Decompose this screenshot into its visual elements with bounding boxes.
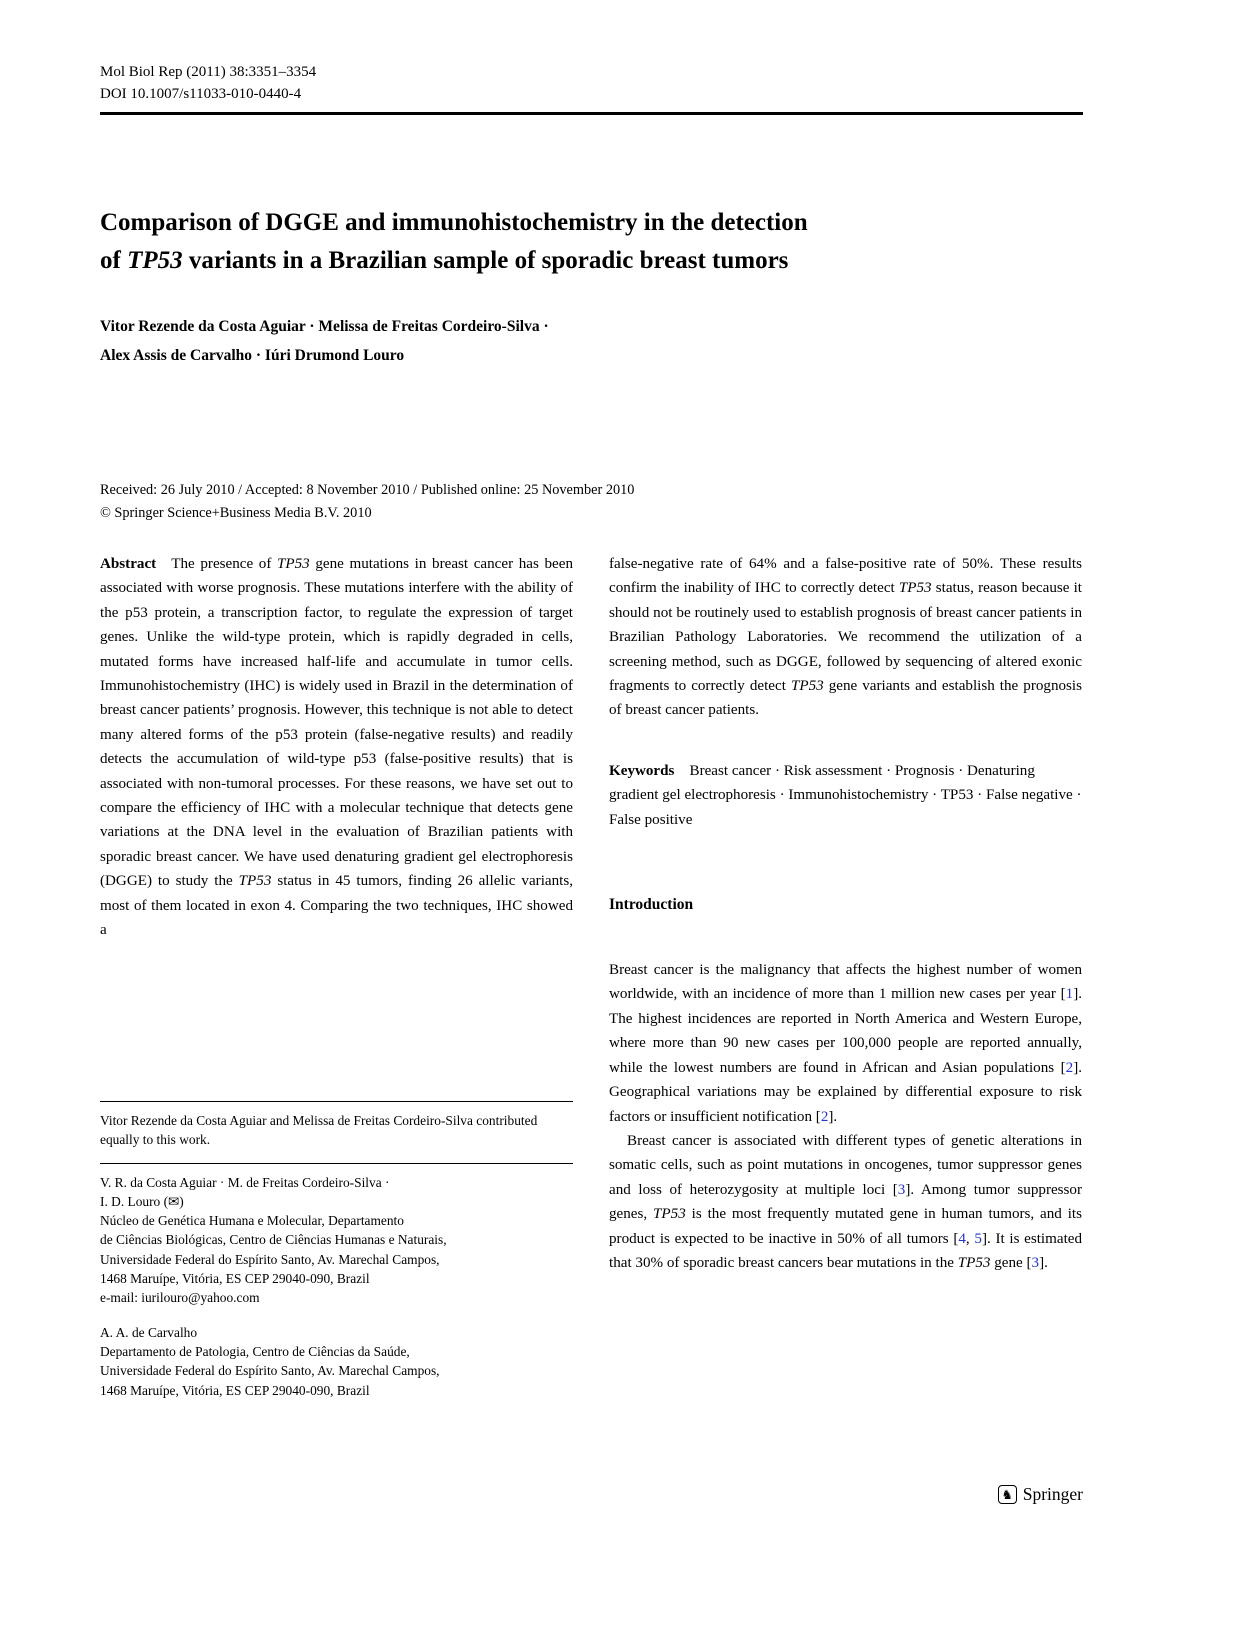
abstract-continuation: false-negative rate of 64% and a false-positive rate of 50%. These results confirm the inability of IHC to correctly detect TP53 status, reason because it should not be routinely used to establish prognosis of breast cancer patients in Brazilian Pathology Laboratories. We recommend the utilization of a screening method, such as DGGE, followed by sequencing of altered exonic fragments to correctly detect TP53 gene variants and establish the prognosis of breast cancer patients. [609,556,1083,719]
footnote-rule-mid [100,1163,573,1164]
intro-paragraph-2: Breast cancer is associated with different types of genetic alterations in somatic cells, such as point mutations in oncogenes, tumor suppressor genes and loss of heterozygosity at multiple loci [3]. Among tumor suppressor genes, TP53 is the most frequently mutated gene in human tumors, and its product is expected to be inactive in 50% of all tumors [4, 5]. It is estimated that 30% of sporadic breast cancers bear mutations in the TP53 gene [3]. [609,1132,1083,1271]
authors: Vitor Rezende da Costa Aguiar · Melissa de Freitas Cordeiro-Silva · Alex Assis de Carvalho · Iúri Drumond Louro [100,318,549,364]
article-title: Comparison of DGGE and immunohistochemistry in the detection of TP53 variants in a Brazilian sample of sporadic breast tumors [100,209,808,274]
affiliation-2: A. A. de Carvalho Departamento de Patologia, Centro de Ciências da Saúde, Universidade Federal do Espírito Santo, Av. Marechal Campos, 1468 Maruípe, Vitória, ES CEP 29040-090, Brazil [100,1324,440,1398]
keywords: Keywords Breast cancer · Risk assessment · Prognosis · Denaturing gradient gel electrophoresis · Immunohistochemistry · TP53 · False negative · False positive [609,762,1082,828]
equal-contribution-note: Vitor Rezende da Costa Aguiar and Melissa de Freitas Cordeiro-Silva contributed equally to this work. [100,1113,538,1148]
intro-paragraph-1: Breast cancer is the malignancy that affects the highest number of women worldwide, with an incidence of more than 1 million new cases per year [1]. The highest incidences are reported in North America and Western Europe, where more than 90 new cases per 100,000 people are reported annually, while the lowest numbers are found in African and Asian populations [2]. Geographical variations may be explained by differential exposure to risk factors or insufficient notification [2]. [609,962,1082,1125]
copyright-line: © Springer Science+Business Media B.V. 2010 [100,504,372,521]
citation-link[interactable]: 4 [958,1230,966,1247]
article-meta [100,479,634,524]
citation-link[interactable]: 2 [820,1108,829,1125]
footnote-block [100,1101,573,1400]
springer-wordmark: Springer [1022,1484,1083,1504]
header-rule [100,112,1083,115]
journal-header [100,62,316,105]
journal-citation: Mol Biol Rep (2011) 38:3351–3354 [100,64,317,80]
received-line: Received: 26 July 2010 / Accepted: 8 November 2010 / Published online: 25 November 2010 [100,482,635,498]
doi: DOI 10.1007/s11033-010-0440-4 [100,85,302,102]
citation-link[interactable]: 2 [1065,1059,1074,1076]
affiliation-1: V. R. da Costa Aguiar · M. de Freitas Cordeiro-Silva · I. D. Louro (✉) Núcleo de Genética Humana e Molecular, Departamento de Ciências Biológicas, Centro de Ciências Humanas e Naturais, Universidade Federal do Espírito Santo, Av. Marechal Campos, 1468 Maruípe, Vitória, ES CEP 29040-090, Brazil e-mail: iurilouro@yahoo.com [100,1174,447,1306]
springer-knight-icon: ♞ [998,1485,1017,1504]
citation-link[interactable]: 1 [1065,986,1074,1003]
right-column [609,552,1082,1275]
citation-link[interactable]: 3 [1031,1254,1040,1271]
citation-link[interactable]: 5 [974,1230,982,1247]
citation-link[interactable]: 3 [897,1181,906,1198]
footnote-rule-top [100,1101,573,1102]
springer-logo [998,1484,1083,1505]
section-heading-introduction: Introduction [609,896,694,914]
abstract-paragraph: Abstract The presence of TP53 gene mutations in breast cancer has been associated with worse prognosis. These mutations interfere with the ability of the p53 protein, a transcription factor, to regulate the expression of target genes. Unlike the wild-type protein, which is rapidly degraded in cells, mutated forms have increased half-life and accumulate in tumor cells. Immunohistochemistry (IHC) is widely used in Brazil in the determination of breast cancer patients’ prognosis. However, this technique is not able to detect many altered forms of the p53 protein (false-negative results) and readily detects the accumulation of wild-type p53 (false-positive results) that is associated with non-tumoral processes. For these reasons, we have set out to compare the efficiency of IHC with a molecular technique that detects gene variations at the DNA level in the evaluation of Brazilian patients with sporadic breast cancer. We have used denaturing gradient gel electrophoresis (DGGE) to study the TP53 status in 45 tumors, finding 26 allelic variants, most of them located in exon 4. Comparing the two techniques, IHC showed a [100,556,573,939]
